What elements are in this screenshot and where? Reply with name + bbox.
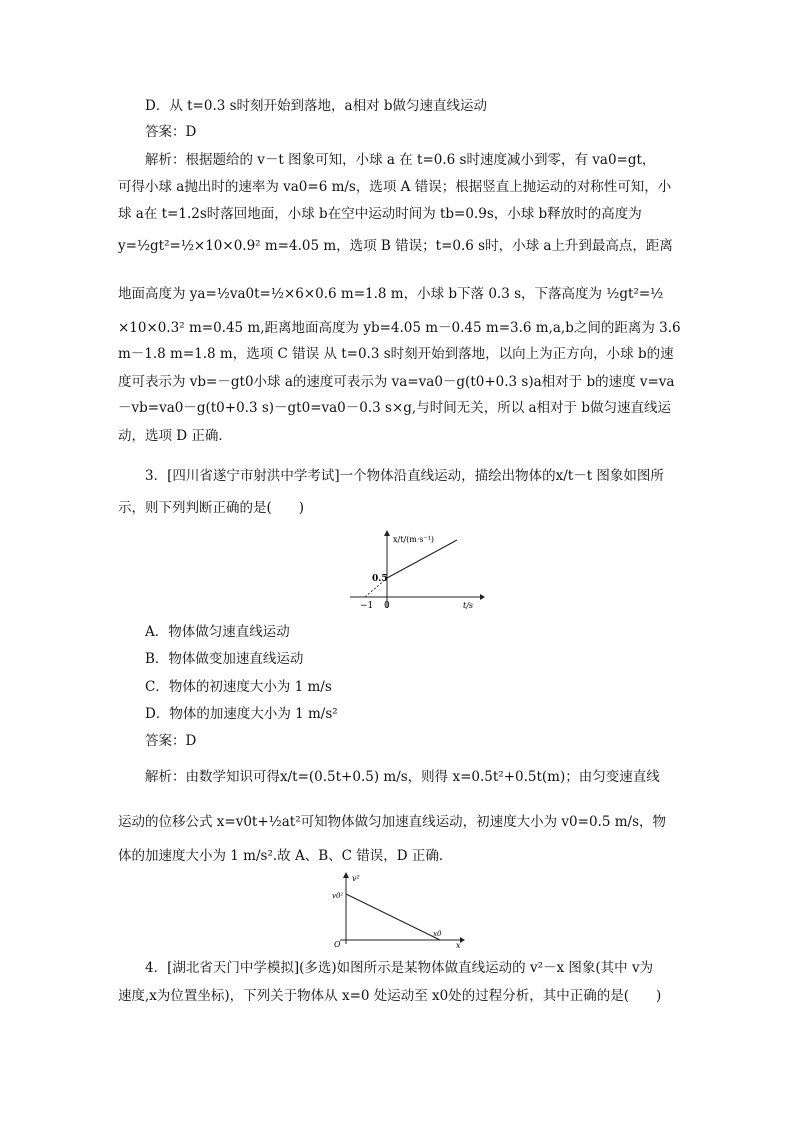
q3-analysis-line: 体的加速度大小为 1 m/s².故 A、B、C 错误，D 正确． [118,848,453,864]
q2-analysis-line: 度可表示为 vb=－gt0小球 a的速度可表示为 va=va0－g(t0+0.3 s)a相对于 b的速度 v=va [118,374,675,390]
q2-analysis-line: 动，选项 D 正确． [118,428,232,444]
q2-analysis-line: 解析：根据题给的 v－t 图象可知，小球 a 在 t=0.6 s时速度减小到零，有 va0=gt， [145,152,656,168]
q4-x-intercept-label: x0 [433,930,442,938]
q3-tick-0: 0 [384,601,390,611]
q4-origin-label: O [334,940,341,948]
q3-analysis-line: 解析：由数学知识可得x/t=(0.5t+0.5) m/s，则得 x=0.5t²+0.5t(m)；由匀变速直线 [145,769,660,785]
q3-stem-line: 示，则下列判断正确的是( ) [118,500,305,516]
q3-tick-05: 0.5 [372,574,388,584]
q3-option-b: B．物体做变加速直线运动 [145,651,304,667]
q4-v2x-graph [330,870,465,948]
q2-analysis-line: m－1.8 m=1.8 m，选项 C 错误 从 t=0.3 s时刻开始到落地，以向上为正方向，小球 b的速 [118,346,674,362]
q2-analysis-line: －vb=va0－g(t0+0.3 s)－gt0=va0－0.3 s×g,与时间无关，所以 a相对于 b做匀速直线运 [118,400,671,416]
q3-tick-neg1: −1 [360,601,374,611]
q3-option-c: C．物体的初速度大小为 1 m/s [145,679,332,695]
q2-analysis-line: 可得小球 a抛出时的速率为 va0=6 m/s，选项 A 错误；根据竖直上抛运动的对称性可知，小 [118,179,672,195]
q4-stem-line: 4．[湖北省天门中学模拟](多选)如图所示是某物体做直线运动的 v²－x 图象(其中 v为 [145,960,654,976]
q3-option-d: D．物体的加速度大小为 1 m/s² [145,706,338,722]
q4-graph-line [346,894,440,940]
q2-option-d: D．从 t=0.3 s时刻开始到落地，a相对 b做匀速直线运动 [145,98,488,114]
q2-analysis-line: 地面高度为 ya=½va0t=½×6×0.6 m=1.8 m，小球 b下落 0.3 s，下落高度为 ½gt²=½ [118,286,664,302]
q3-y-axis-label: x/t/(m·s⁻¹) [393,535,435,544]
q3-answer: 答案：D [145,733,197,749]
q3-x-axis-label: t/s [463,601,474,610]
q4-x-axis-label: x [456,941,461,948]
q4-stem-line: 速度,x为位置坐标)，下列关于物体从 x=0 处运动至 x0处的过程分析，其中正确的是( ) [118,988,662,1004]
q2-analysis-line: ×10×0.3² m=0.45 m,距离地面高度为 yb=4.05 m－0.45 m=3.6 m,a,b之间的距离为 3.6 [118,320,681,336]
q3-graph-line [387,540,457,578]
q4-y-intercept-label: v0² [332,892,344,900]
q3-stem-line: 3．[四川省遂宁市射洪中学考试]一个物体沿直线运动，描绘出物体的x/t－t 图象如图所 [145,468,664,484]
q2-analysis-line: y=½gt²=½×10×0.9² m=4.05 m，选项 B 错误；t=0.6 s时，小球 a上升到最高点，距离 [118,238,673,254]
q3-option-a: A．物体做匀速直线运动 [145,624,290,640]
q2-analysis-line: 球 a在 t=1.2s时落回地面，小球 b在空中运动时间为 tb=0.9s，小球 b释放时的高度为 [118,206,642,222]
q4-y-axis-label: v² [352,874,360,883]
q3-xt-graph [345,528,485,612]
q2-answer: 答案：D [145,124,197,140]
q3-analysis-line: 运动的位移公式 x=v0t+½at²可知物体做匀加速直线运动，初速度大小为 v0=0.5 m/s，物 [118,814,666,830]
